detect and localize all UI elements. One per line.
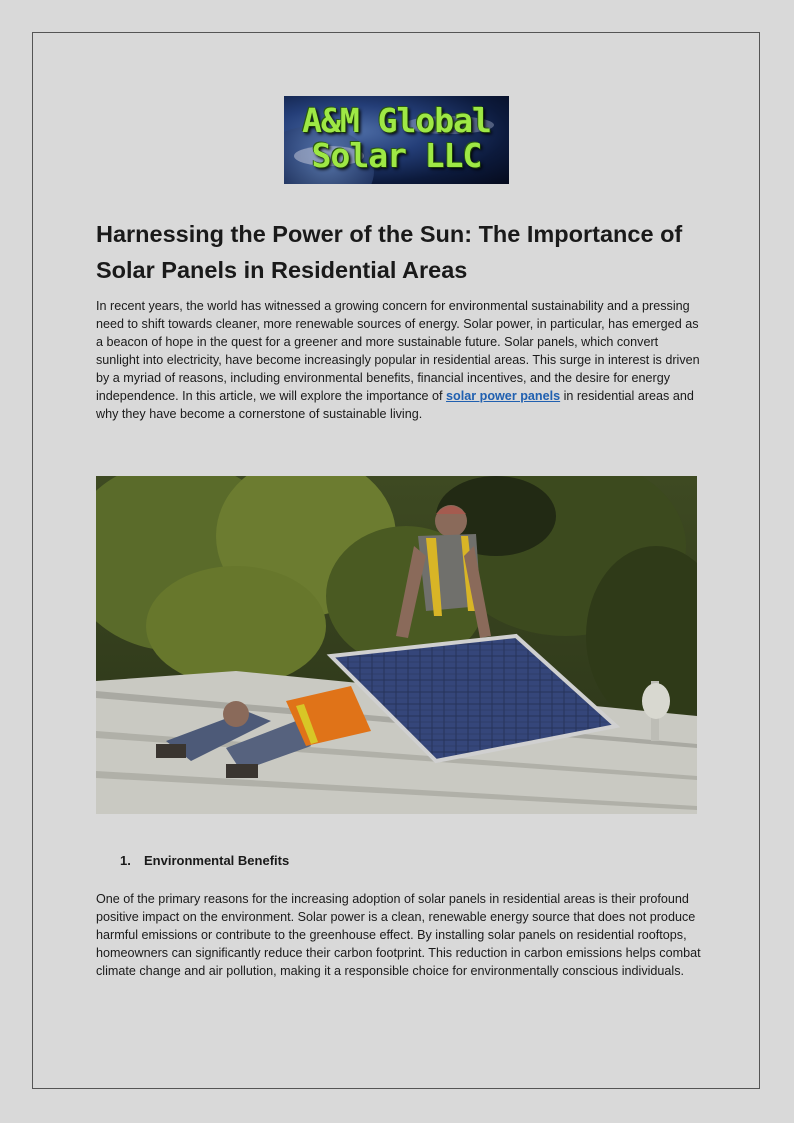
section-heading-environmental-benefits [120, 852, 289, 870]
solar-power-panels-link[interactable]: solar power panels [446, 389, 561, 403]
environmental-benefits-paragraph: One of the primary reasons for the increasing adoption of solar panels in residential areas is their profound positive impact on the environment. Solar power is a clean, renewable energy source that does not produce harmful emissions or contribute to the greenhouse effect. By installing solar panels on residential rooftops, homeowners can significantly reduce their carbon footprint. This reduction in carbon emissions helps combat climate change and air pollution, making it a responsible choice for environmentally conscious individuals. [96, 892, 701, 978]
company-logo [284, 96, 509, 184]
section-heading-text: Environmental Benefits [144, 853, 290, 868]
article-title: Harnessing the Power of the Sun: The Importance of Solar Panels in Residential Areas [96, 221, 683, 283]
intro-paragraph [96, 297, 702, 423]
intro-text-end: in residential areas and why they have become a cornerstone of sustainable living. [96, 389, 694, 421]
logo-text-line1: A&M Global [302, 101, 491, 140]
intro-text: In recent years, the world has witnessed a growing concern for environmental sustainability and a pressing need to shift towards cleaner, more renewable sources of energy. Solar power, in particular, has emerged as a beacon of hope in the quest for a greener and more sustainable future. Solar panels, which convert sunlight into electricity, have become increasingly popular in residential areas. This surge in interest is driven by a myriad of reasons, including environmental benefits, financial incentives, and the desire for energy independence. In this article, we will explore the importance of [96, 299, 700, 403]
solar-installation-photo [96, 476, 697, 814]
section-number: 1. [120, 853, 131, 868]
logo-text-line2: Solar LLC [311, 136, 482, 175]
